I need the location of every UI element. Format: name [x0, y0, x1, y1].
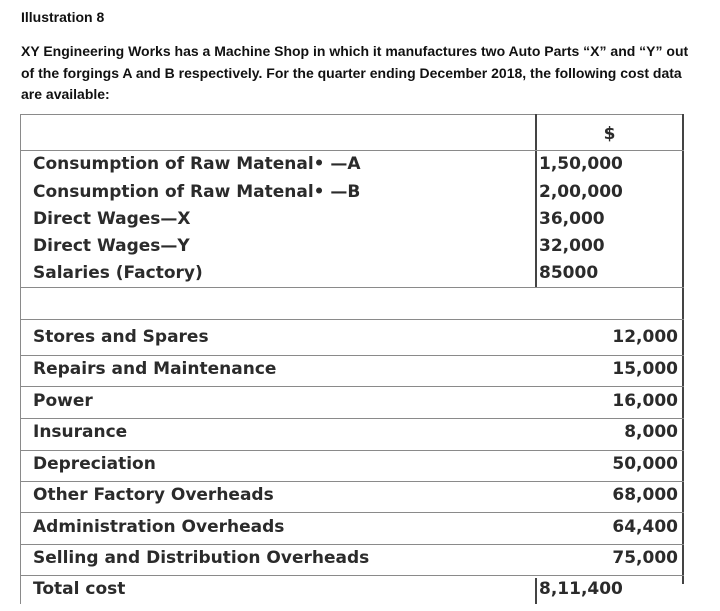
- table-right-border: [682, 114, 684, 584]
- illustration-title: Illustration 8: [21, 9, 105, 25]
- row-line: [20, 386, 684, 387]
- row-amount: 36,000: [539, 209, 605, 229]
- row-line: [20, 481, 684, 482]
- row-line: [20, 575, 684, 576]
- row-line: [20, 450, 684, 451]
- table-left-border: [20, 114, 21, 604]
- row-line: [20, 544, 684, 545]
- problem-statement: XY Engineering Works has a Machine Shop in which it manufactures two Auto Parts “X” and “Y” out of the forgings A and B respectively. For the quarter ending December 2018, the following cost data are available:: [21, 43, 689, 102]
- row-label: Repairs and Maintenance: [33, 359, 277, 379]
- column-divider-lower: [535, 578, 537, 604]
- row-amount: 32,000: [539, 236, 605, 256]
- total-label: Total cost: [33, 579, 126, 599]
- row-amount: 1,50,000: [539, 154, 623, 174]
- row-label: Salaries (Factory): [33, 263, 203, 283]
- row-label: Insurance: [33, 422, 128, 442]
- row-amount: 2,00,000: [539, 182, 623, 202]
- cost-data-table: [20, 114, 684, 604]
- row-amount: 68,000: [612, 485, 678, 505]
- row-amount: 12,000: [612, 327, 678, 347]
- row-line: [20, 150, 684, 151]
- row-line: [20, 287, 684, 288]
- row-label: Direct Wages—X: [33, 209, 191, 229]
- row-amount: 16,000: [612, 391, 678, 411]
- row-label: Other Factory Overheads: [33, 485, 274, 505]
- row-label: Depreciation: [33, 454, 156, 474]
- row-amount: 64,400: [612, 517, 678, 537]
- row-label: Power: [33, 391, 93, 411]
- row-label: Stores and Spares: [33, 327, 209, 347]
- row-label: Administration Overheads: [33, 517, 285, 537]
- row-line: [20, 418, 684, 419]
- row-line: [20, 512, 684, 513]
- row-amount: 15,000: [612, 359, 678, 379]
- row-line: [20, 319, 684, 320]
- row-label: Consumption of Raw Matenal• —A: [33, 154, 361, 174]
- currency-header: $: [603, 124, 616, 144]
- row-label: Consumption of Raw Matenal• —B: [33, 182, 361, 202]
- row-amount: 8,000: [624, 422, 678, 442]
- table-top-border: [20, 114, 684, 115]
- row-label: Direct Wages—Y: [33, 236, 190, 256]
- row-amount: 75,000: [612, 548, 678, 568]
- row-label: Selling and Distribution Overheads: [33, 548, 370, 568]
- row-amount: 50,000: [612, 454, 678, 474]
- row-line: [20, 355, 684, 356]
- total-amount: 8,11,400: [539, 579, 623, 599]
- row-amount: 85000: [539, 263, 599, 283]
